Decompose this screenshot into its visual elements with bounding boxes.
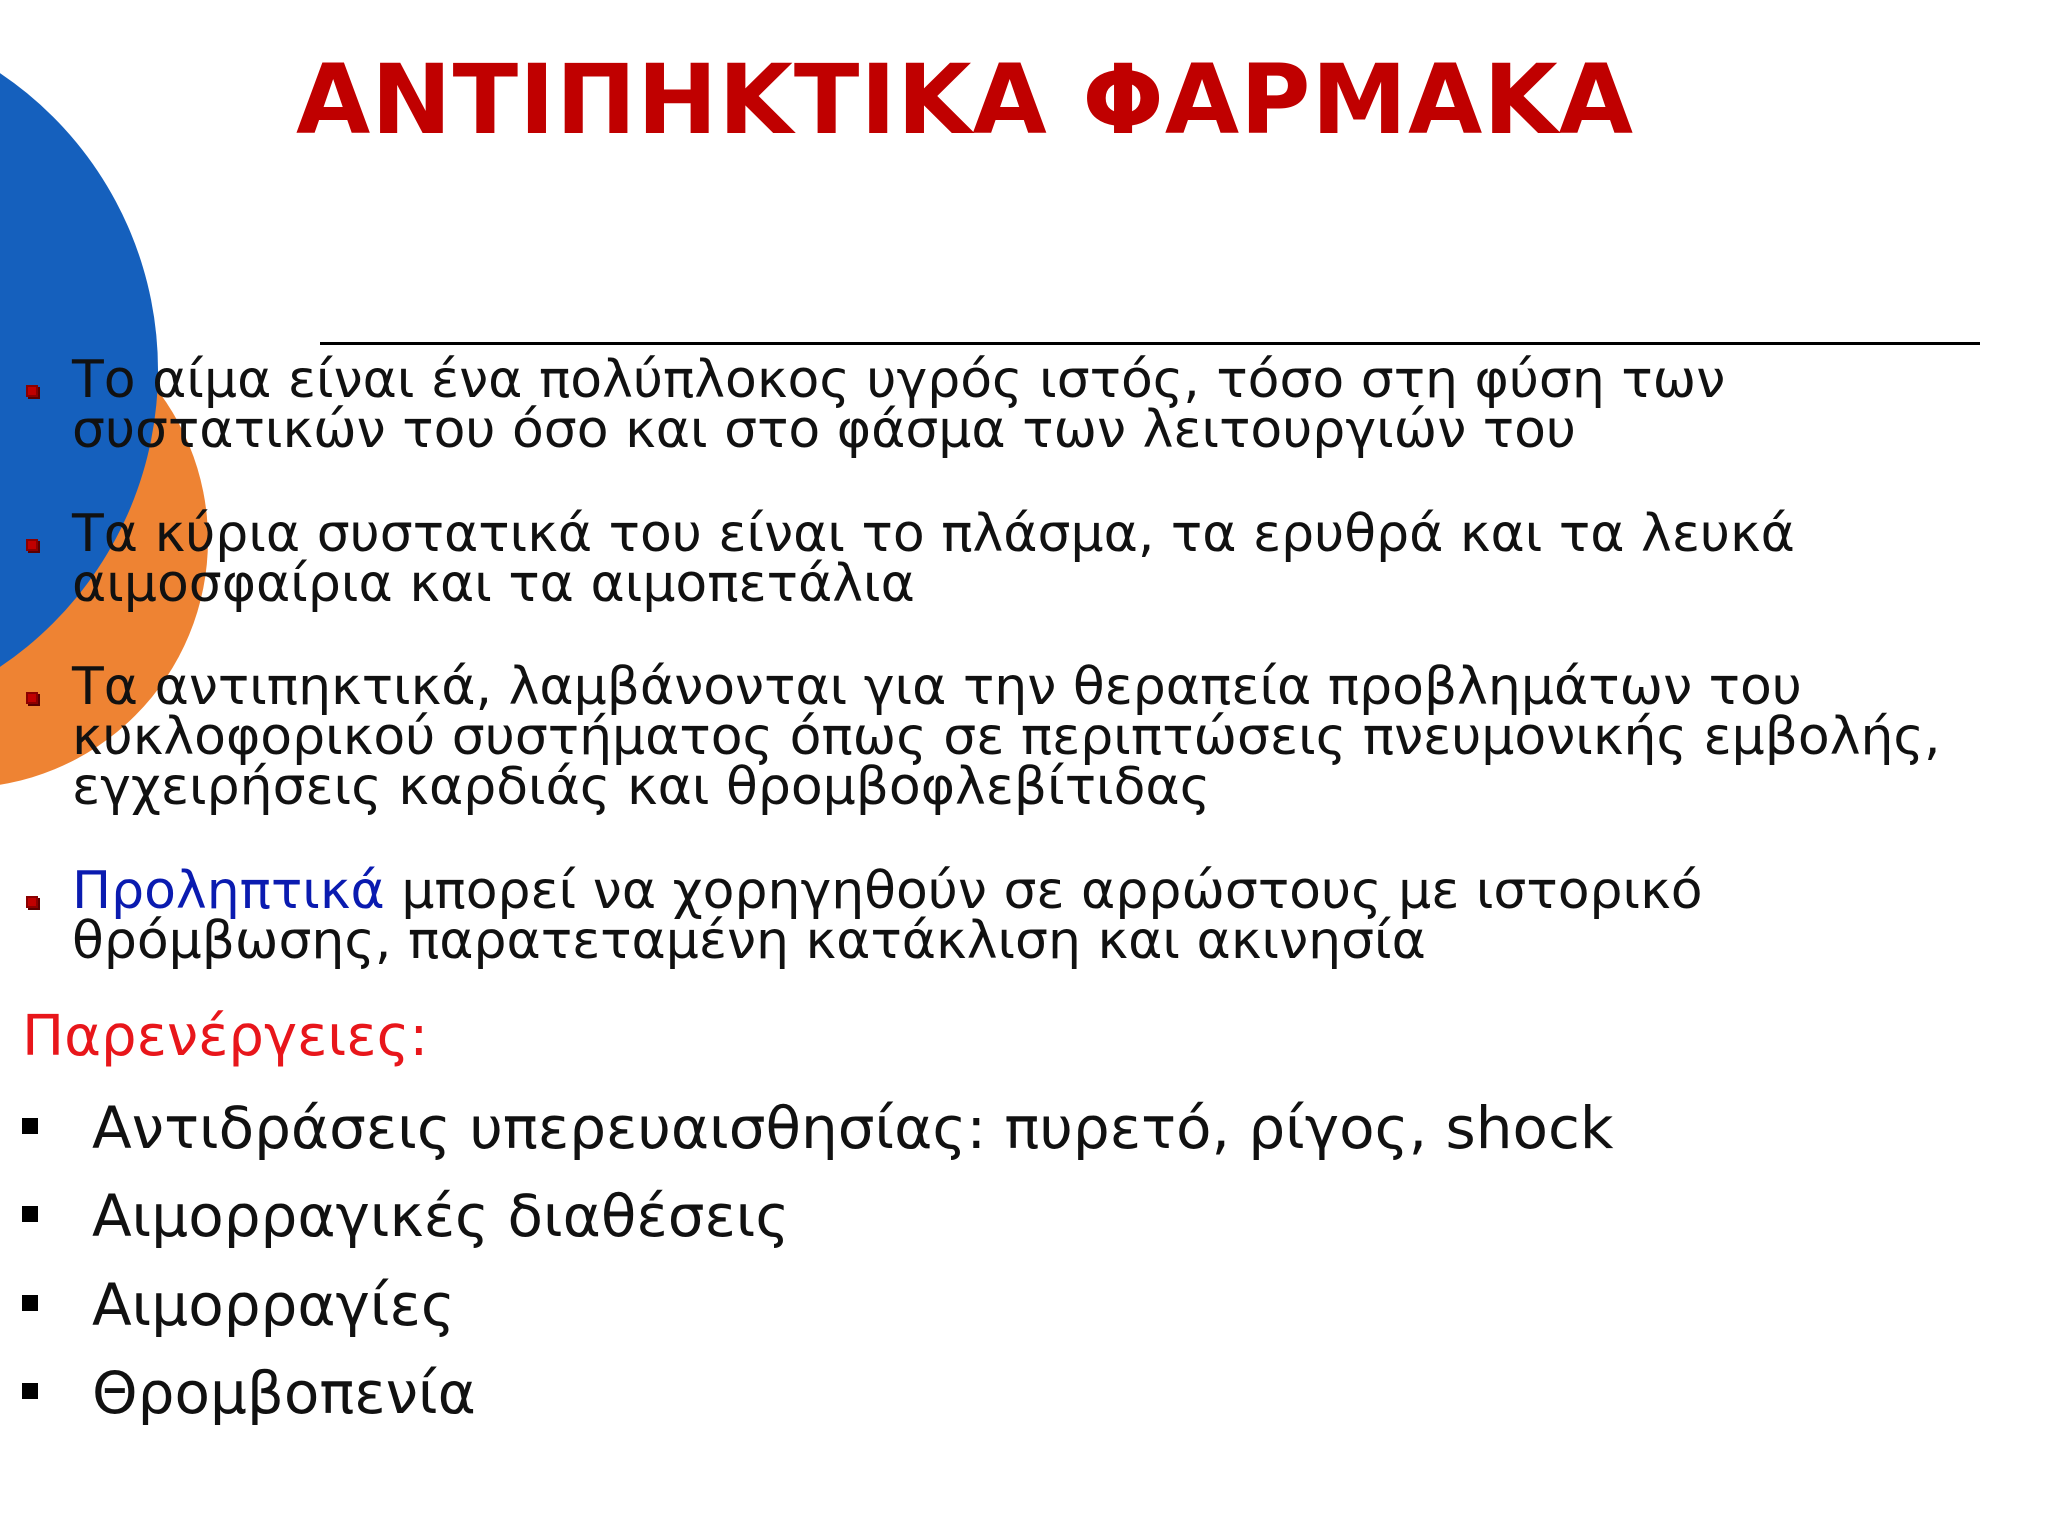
square-bullet-icon: [22, 1206, 38, 1222]
side-effect-item: [22, 1270, 455, 1340]
paragraph-3-line-2: κυκλοφορικού συστήματος όπως σε περιπτώσεις πνευμονικής εμβολής,: [72, 707, 1941, 767]
side-effect-label: Αιμορραγικές διαθέσεις: [92, 1182, 790, 1250]
side-effect-label: Αντιδράσεις υπερευαισθησίας: πυρετό, ρίγος, shock: [92, 1094, 1614, 1162]
side-effects-heading: Παρενέργειες:: [22, 1004, 429, 1069]
paragraph-3-line-1: Τα αντιπηκτικά, λαμβάνονται για την θεραπεία προβλημάτων του: [72, 657, 1802, 717]
paragraph-3: [72, 657, 2002, 817]
bullet-icon: [26, 692, 38, 704]
paragraph-1-line-2: συστατικών του όσο και στο φάσμα των λειτουργιών του: [72, 400, 1577, 460]
bullet-icon: [26, 896, 38, 908]
paragraph-1-line-1: Το αίμα είναι ένα πολύπλοκος υγρός ιστός, τόσο στη φύση των: [72, 350, 1726, 410]
paragraph-1: [72, 350, 2002, 460]
title-divider: [320, 342, 1980, 345]
side-effect-item: [22, 1093, 1613, 1163]
paragraph-3-line-3: εγχειρήσεις καρδιάς και θρομβοφλεβίτιδας: [72, 757, 1211, 817]
paragraph-2-line-1: Τα κύρια συστατικά του είναι το πλάσμα, τα ερυθρά και τα λευκά: [72, 504, 1795, 564]
slide-title: ΑΝΤΙΠΗΚΤΙΚΑ ΦΑΡΜΑΚΑ: [295, 44, 1634, 156]
paragraph-4: [72, 861, 2002, 971]
square-bullet-icon: [22, 1118, 38, 1134]
paragraph-2: [72, 504, 2002, 614]
side-effect-item: [22, 1181, 789, 1251]
side-effect-label: Αιμορραγίες: [92, 1271, 455, 1339]
bullet-icon: [26, 539, 38, 551]
paragraph-4-line-1-rest: μπορεί να χορηγηθούν σε αρρώστους με ιστορικό: [384, 861, 1703, 921]
square-bullet-icon: [22, 1383, 38, 1399]
bullet-icon: [26, 385, 38, 397]
paragraph-4-line-2: θρόμβωσης, παρατεταμένη κατάκλιση και ακινησία: [72, 911, 1426, 971]
paragraph-4-line-1: [72, 861, 2002, 921]
paragraph-2-line-2: αιμοσφαίρια και τα αιμοπετάλια: [72, 554, 915, 614]
square-bullet-icon: [22, 1295, 38, 1311]
side-effect-item: [22, 1358, 476, 1428]
side-effect-label: Θρομβοπενία: [92, 1359, 476, 1427]
highlight-prevention: Προληπτικά: [72, 861, 385, 921]
